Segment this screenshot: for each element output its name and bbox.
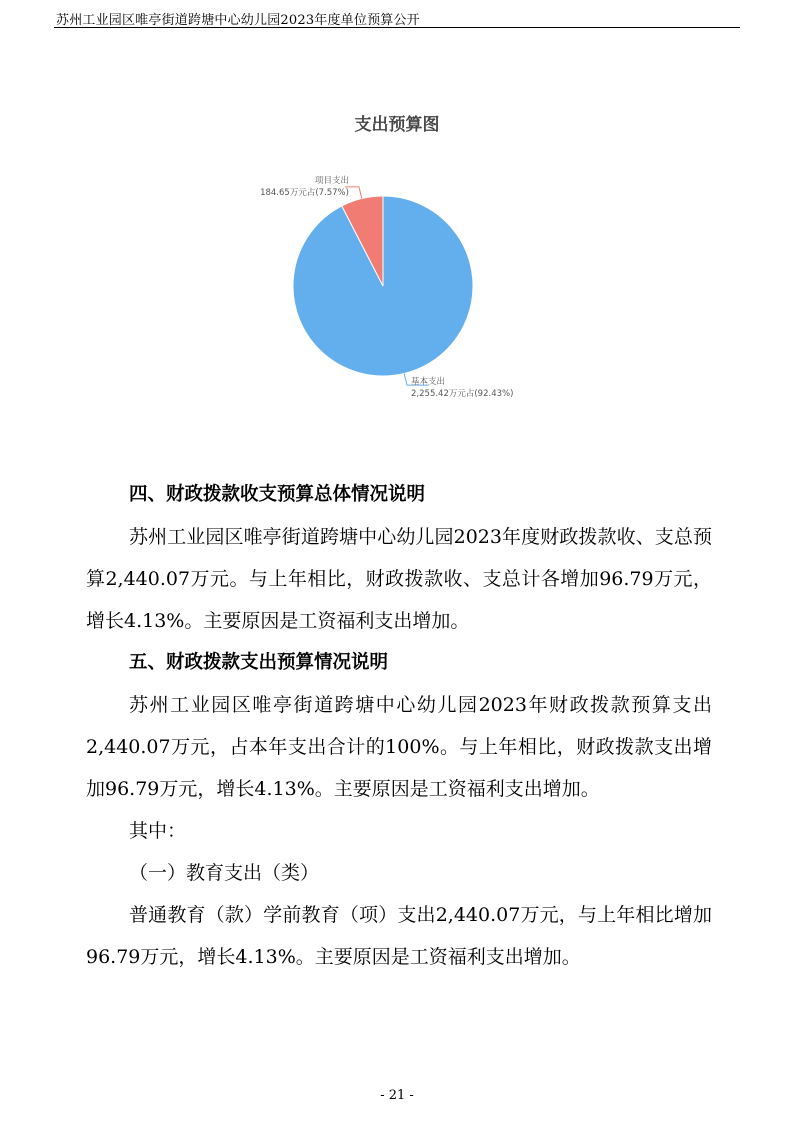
pie-label-name-project: 项目支出 (314, 175, 349, 186)
section-4-heading: 四、财政拨款收支预算总体情况说明 (129, 484, 426, 505)
chart-title: 支出预算图 (354, 115, 440, 135)
running-header: 苏州工业园区唯亭街道跨塘中心幼儿园2023年度单位预算公开 (56, 13, 420, 28)
body-section-4 (86, 474, 712, 978)
pie-label-value-project: 184.65万元占(7.57%) (260, 187, 349, 198)
section-5-paragraph: 苏州工业园区唯亭街道跨塘中心幼儿园2023年财政拨款预算支出2,440.07万元，占本年支出合计的100%。与上年相比，财政拨款支出增加96.79万元，增长4.13%。主要原因是工资福利支出增加。 (86, 694, 712, 800)
pie-chart (200, 160, 600, 410)
header-divider (54, 27, 740, 28)
pie-label-value-basic: 2,255.42万元占(92.43%) (411, 389, 514, 400)
category-label: （一）教育支出（类） (129, 862, 320, 884)
section-4-paragraph: 苏州工业园区唯亭街道跨塘中心幼儿园2023年度财政拨款收、支总预算2,440.07万元。与上年相比，财政拨款收、支总计各增加96.79万元，增长4.13%。主要原因是工资福利支出增加。 (86, 526, 712, 632)
page-number: - 21 - (380, 1088, 414, 1103)
section-5-heading: 五、财政拨款支出预算情况说明 (129, 652, 389, 673)
among-label: 其中： (129, 820, 187, 842)
category-paragraph: 普通教育（款）学前教育（项）支出2,440.07万元，与上年相比增加96.79万元，增长4.13%。主要原因是工资福利支出增加。 (86, 904, 712, 968)
pie-label-name-basic: 基本支出 (411, 377, 446, 388)
